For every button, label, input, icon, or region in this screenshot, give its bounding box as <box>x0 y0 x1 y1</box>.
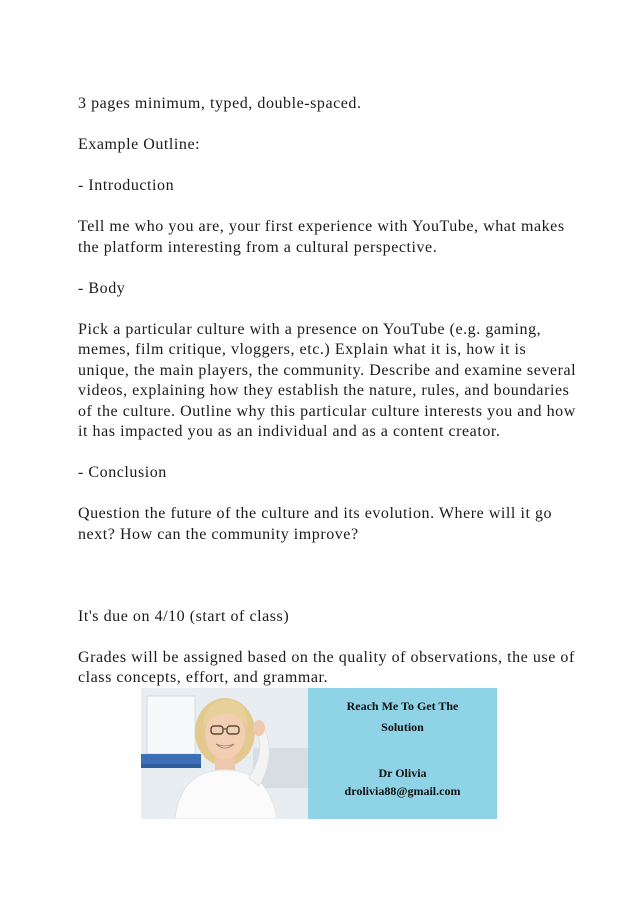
contact-name: Dr Olivia <box>378 766 427 780</box>
contact-email[interactable]: drolivia88@gmail.com <box>344 784 461 798</box>
paragraph-outline-heading: Example Outline: <box>78 136 201 153</box>
paragraph-body-text: Pick a particular culture with a presence on YouTube (e.g. gaming, memes, film critique, vloggers, etc.) Explain what it is, how it is unique, the main players, the community. Describe and examine several videos, explaining how they establish the nature, rules, and boundaries of the culture. Outline why this particular culture interests you and how it has impacted you as an individual and as a content creator. <box>78 320 577 440</box>
paragraph-introduction-text: Tell me who you are, your first experience with YouTube, what makes the platform interesting from a cultural perspective. <box>78 218 565 256</box>
solution-line: Solution <box>381 720 424 734</box>
paragraph-conclusion-heading: - Conclusion <box>78 464 167 481</box>
paragraph-introduction-heading: - Introduction <box>78 177 175 194</box>
paragraph-conclusion-text: Question the future of the culture and its evolution. Where will it go next? How can the community improve? <box>78 505 553 543</box>
paragraph-spacer <box>78 566 578 587</box>
reach-me-line: Reach Me To Get The <box>346 699 459 713</box>
paragraph-body-heading: - Body <box>78 279 126 297</box>
paragraph-due-date: It's due on 4/10 (start of class) <box>78 607 290 625</box>
paragraph-grading: Grades will be assigned based on the quality of observations, the use of class concepts, effort, and grammar. <box>78 648 575 686</box>
woman-photo-icon <box>141 688 308 819</box>
paragraph-requirements: 3 pages minimum, typed, double-spaced. <box>78 95 362 112</box>
contact-info-panel <box>308 688 497 819</box>
person-photo <box>141 688 308 819</box>
contact-banner[interactable] <box>141 688 497 819</box>
document-body <box>78 94 578 709</box>
